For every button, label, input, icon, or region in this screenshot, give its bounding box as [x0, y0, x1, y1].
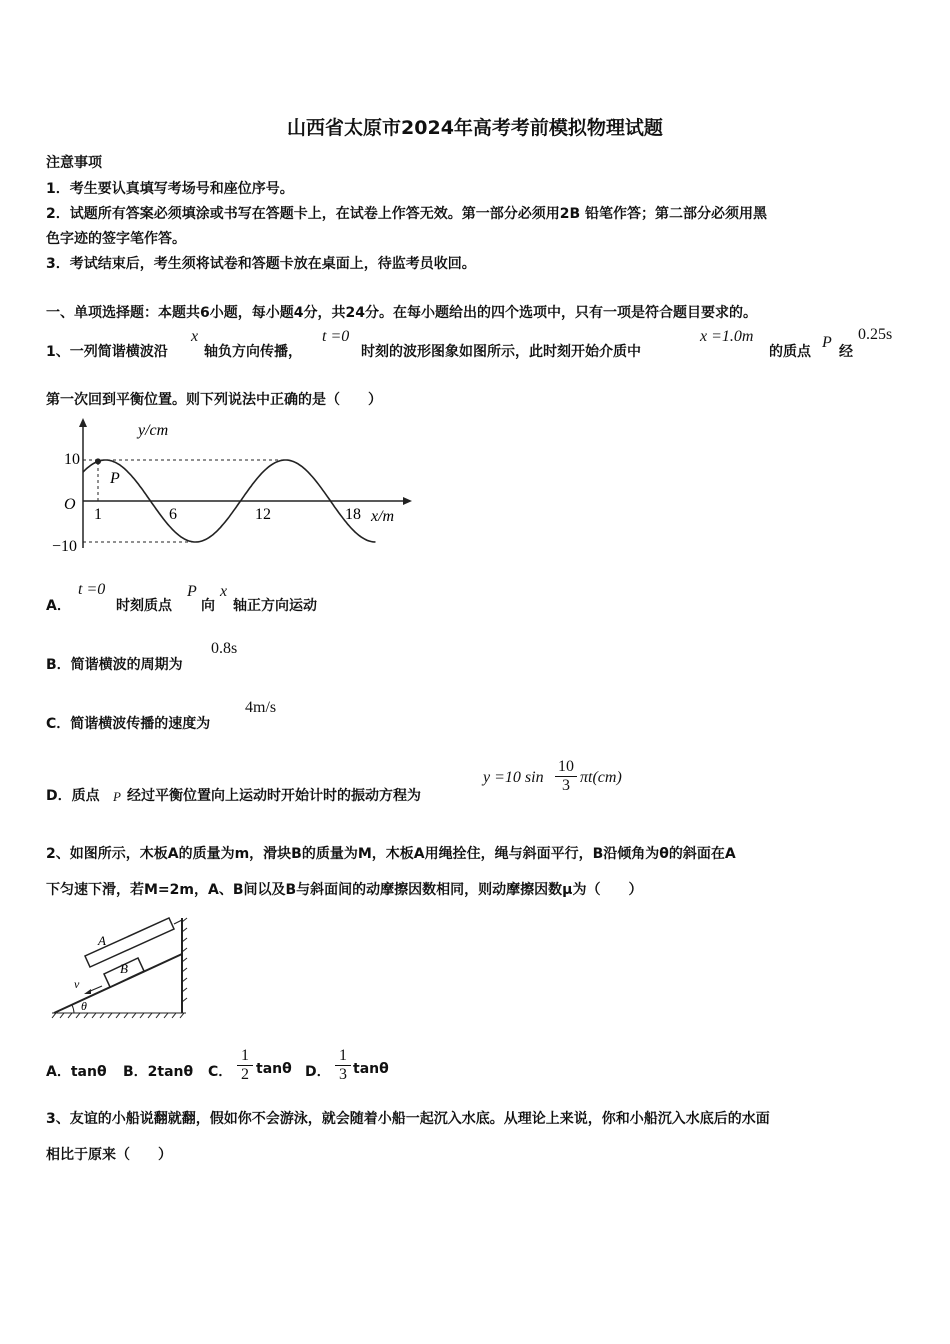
q2-option-d-tail: tanθ	[353, 1061, 389, 1077]
q2-option-c-fraction	[237, 1047, 253, 1084]
q1-dt: 0.25s	[858, 326, 893, 343]
q1-text: 时刻的波形图象如图所示，此时刻开始介质中	[361, 344, 641, 360]
q1-var-P: P	[822, 334, 832, 351]
q1-option-d-text: 经过平衡位置向上运动时开始计时的振动方程为	[127, 788, 421, 804]
fraction-numerator: 1	[241, 1047, 249, 1064]
q1-text: 第一次回到平衡位置。则下列说法中正确的是（ ）	[46, 392, 382, 408]
q1-t0: t =0	[322, 328, 350, 345]
fraction-numerator: 10	[558, 758, 574, 775]
label-a: A	[98, 933, 106, 948]
q1-text: 1、一列简谐横波沿	[46, 344, 168, 360]
q3-text: 相比于原来（ ）	[46, 1147, 172, 1163]
q1-text: 的质点	[769, 344, 811, 360]
q1-option-d-P: P	[113, 789, 121, 804]
q1-option-b-value: 0.8s	[211, 640, 238, 657]
q2-option-d-fraction	[335, 1047, 351, 1084]
graph-origin: O	[64, 496, 76, 513]
q1-text: 轴负方向传播，	[204, 344, 302, 360]
fraction-numerator: 1	[339, 1047, 347, 1064]
q1-option-a-P: P	[187, 583, 197, 600]
graph-point-label: P	[110, 470, 120, 487]
x-axis-arrow	[403, 497, 412, 505]
label-b: B	[120, 961, 128, 976]
q1-option-b: B．简谐横波的周期为	[46, 657, 183, 673]
q1-option-c: C．简谐横波传播的速度为	[46, 716, 211, 732]
q2-option-c: C．	[208, 1064, 233, 1080]
notice-item: 3．考试结束后，考生须将试卷和答题卡放在桌面上，待监考员收回。	[46, 256, 476, 272]
fraction-denominator: 3	[339, 1066, 347, 1083]
q2-text: 2、如图所示，木板A的质量为m，滑块B的质量为M，木板A用绳拴住，绳与斜面平行，B沿倾角为θ的斜面在A	[46, 846, 736, 862]
q2-option-d: D．	[305, 1064, 331, 1080]
page-title: 山西省太原市2024年高考考前模拟物理试题	[287, 117, 663, 139]
notice-heading: 注意事项	[46, 155, 102, 171]
q1-option-d-fraction	[555, 758, 577, 795]
fraction-denominator: 2	[241, 1066, 249, 1083]
angle-arc	[72, 1005, 74, 1013]
q1-option-a-t0: t =0	[78, 581, 106, 598]
q1-option-a: A．	[46, 598, 71, 614]
label-theta: θ	[81, 999, 87, 1013]
fraction-denominator: 3	[562, 777, 570, 794]
graph-y-label: y/cm	[138, 422, 169, 439]
section-heading: 一、单项选择题：本题共6小题，每小题4分，共24分。在每小题给出的四个选项中，只有一项是符合题目要求的。	[46, 305, 757, 321]
graph-x-tick: 6	[169, 506, 177, 523]
q1-option-d-eq-right: πt(cm)	[580, 769, 622, 786]
q1-option-d-eq-left: y =10 sin	[483, 769, 544, 786]
q1-option-d: D．质点	[46, 788, 100, 804]
q1-option-a-x: x	[220, 583, 228, 600]
notice-item: 2．试题所有答案必须填涂或书写在答题卡上，在试卷上作答无效。第一部分必须用2B 铅笔作答；第二部分必须用黑	[46, 206, 768, 222]
wave-graph	[44, 418, 414, 558]
y-axis-arrow	[79, 418, 87, 427]
graph-y-bottom: −10	[52, 538, 78, 555]
graph-x-tick: 1	[94, 506, 102, 523]
q2-text: 下匀速下滑，若M=2m，A、B间以及B与斜面间的动摩擦因数相同，则动摩擦因数μ为（ ）	[46, 882, 643, 898]
graph-x-tick: 12	[255, 506, 271, 523]
label-v: v	[74, 977, 80, 991]
q1-var-x: x	[191, 328, 199, 345]
notice-item: 色字迹的签字笔作答。	[46, 231, 186, 247]
point-p	[95, 458, 101, 464]
q1-option-a-text: 时刻质点	[116, 598, 172, 614]
q1-option-a-text: 向	[201, 598, 215, 614]
q2-option-b: B．2tanθ	[123, 1064, 194, 1080]
graph-x-label: x/m	[371, 508, 395, 525]
q1-option-a-text: 轴正方向运动	[233, 598, 317, 614]
graph-y-top: 10	[64, 451, 80, 468]
q1-option-c-value: 4m/s	[245, 699, 277, 716]
rope	[174, 920, 182, 924]
q2-option-c-tail: tanθ	[256, 1061, 292, 1077]
graph-x-tick: 18	[345, 506, 361, 523]
notice-item: 1．考生要认真填写考场号和座位序号。	[46, 181, 294, 197]
q1-x1: x =1.0m	[700, 328, 754, 345]
q2-option-a: A．tanθ	[46, 1064, 107, 1080]
q1-text: 经	[839, 344, 853, 360]
incline-figure	[44, 912, 194, 1022]
ground-hatch	[52, 1013, 186, 1018]
q3-text: 3、友谊的小船说翻就翻，假如你不会游泳，就会随着小船一起沉入水底。从理论上来说，你和小船沉入水底后的水面	[46, 1111, 770, 1127]
